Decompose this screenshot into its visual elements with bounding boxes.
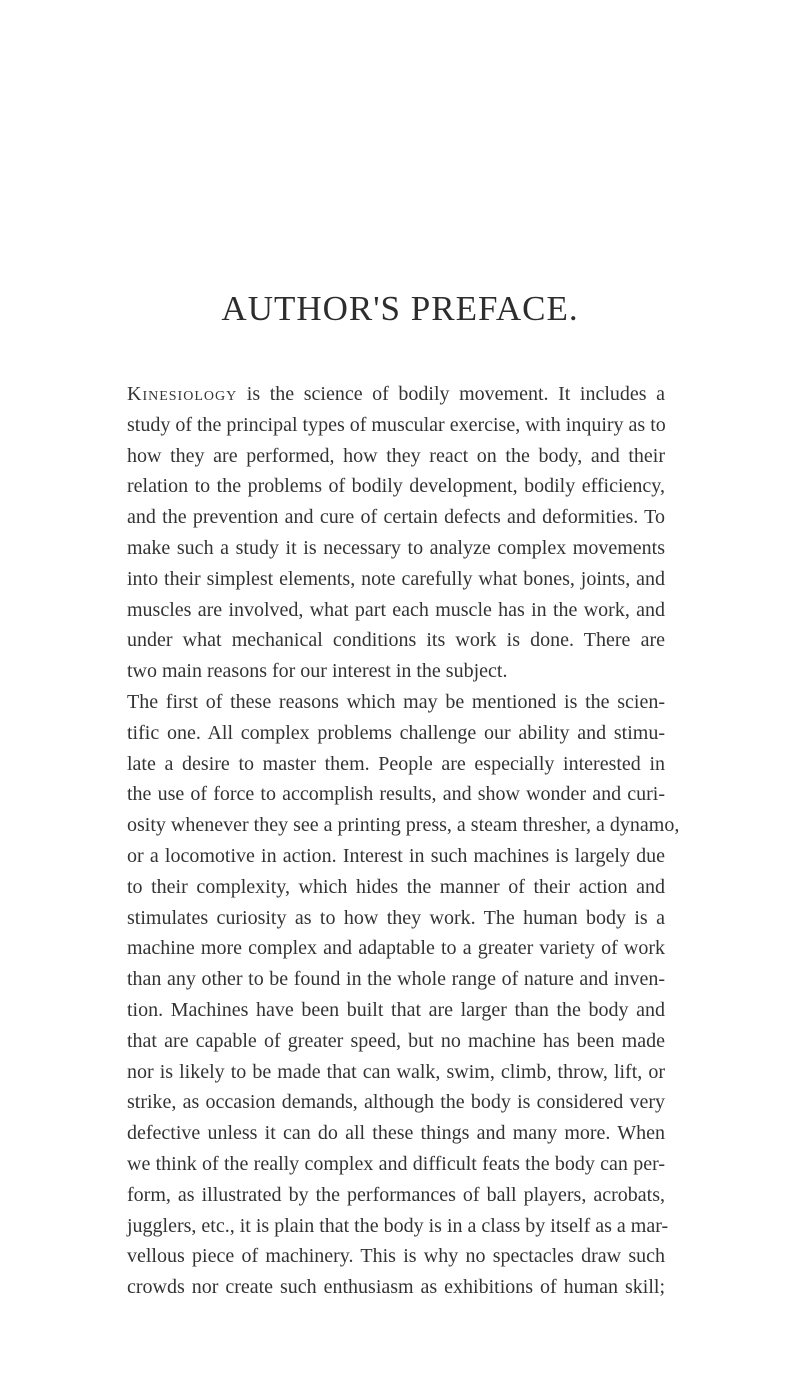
text-line: make such a study it is necessary to analyze complex movements [127,536,665,559]
text-line: defective unless it can do all these things and many more. When [127,1122,665,1145]
text-line: two main reasons for our interest in the subject. [127,660,508,683]
text-line: tion. Machines have been built that are larger than the body and [127,998,665,1021]
page-title: AUTHOR'S PREFACE. [221,289,579,328]
lead-word: Kinesiology [127,383,238,405]
text-line: nor is likely to be made that can walk, swim, climb, throw, lift, or [127,1060,665,1083]
text-line: to their complexity, which hides the manner of their action and [127,875,665,898]
text-line: that are capable of greater speed, but no machine has been made [127,1029,665,1052]
text-line: into their simplest elements, note carefully what bones, joints, and [127,567,665,590]
text-line: tific one. All complex problems challenge our ability and stimu- [127,721,665,744]
body-text [127,379,680,1303]
paragraph-1 [127,379,665,687]
text-line: how they are performed, how they react on the body, and their [127,444,665,467]
text-line: and the prevention and cure of certain defects and deformities. To [127,506,665,529]
text-line: jugglers, etc., it is plain that the body is in a class by itself as a mar- [127,1214,669,1237]
text-line: strike, as occasion demands, although the body is considered very [127,1091,665,1114]
text-line: than any other to be found in the whole range of nature and inven- [127,968,665,991]
text-line [127,379,665,410]
text-line: study of the principal types of muscular exercise, with inquiry as to [127,413,666,436]
text-line: osity whenever they see a printing press, a steam thresher, a dynamo, [127,814,680,837]
text-line: form, as illustrated by the performances of ball players, acrobats, [127,1183,665,1206]
text-line: under what mechanical conditions its work is done. There are [127,629,665,652]
text-line: or a locomotive in action. Interest in such machines is largely due [127,844,665,867]
text-line: the use of force to accomplish results, and show wonder and curi- [127,783,665,806]
text-line: stimulates curiosity as to how they work. The human body is a [127,906,665,929]
paragraph-2 [127,687,680,1303]
text-line: machine more complex and adaptable to a greater variety of work [127,937,665,960]
text-line: crowds nor create such enthusiasm as exhibitions of human skill; [127,1276,665,1299]
text-line: relation to the problems of bodily development, bodily efficiency, [127,475,665,498]
text-line: vellous piece of machinery. This is why no spectacles draw such [127,1245,665,1268]
text-line: late a desire to master them. People are especially interested in [127,752,665,775]
text-line: we think of the really complex and difficult feats the body can per- [127,1152,665,1175]
text-line: The first of these reasons which may be mentioned is the scien- [127,690,665,713]
text-line-rest: is the science of bodily movement. It includes a [237,383,665,405]
text-line: muscles are involved, what part each muscle has in the work, and [127,598,665,621]
